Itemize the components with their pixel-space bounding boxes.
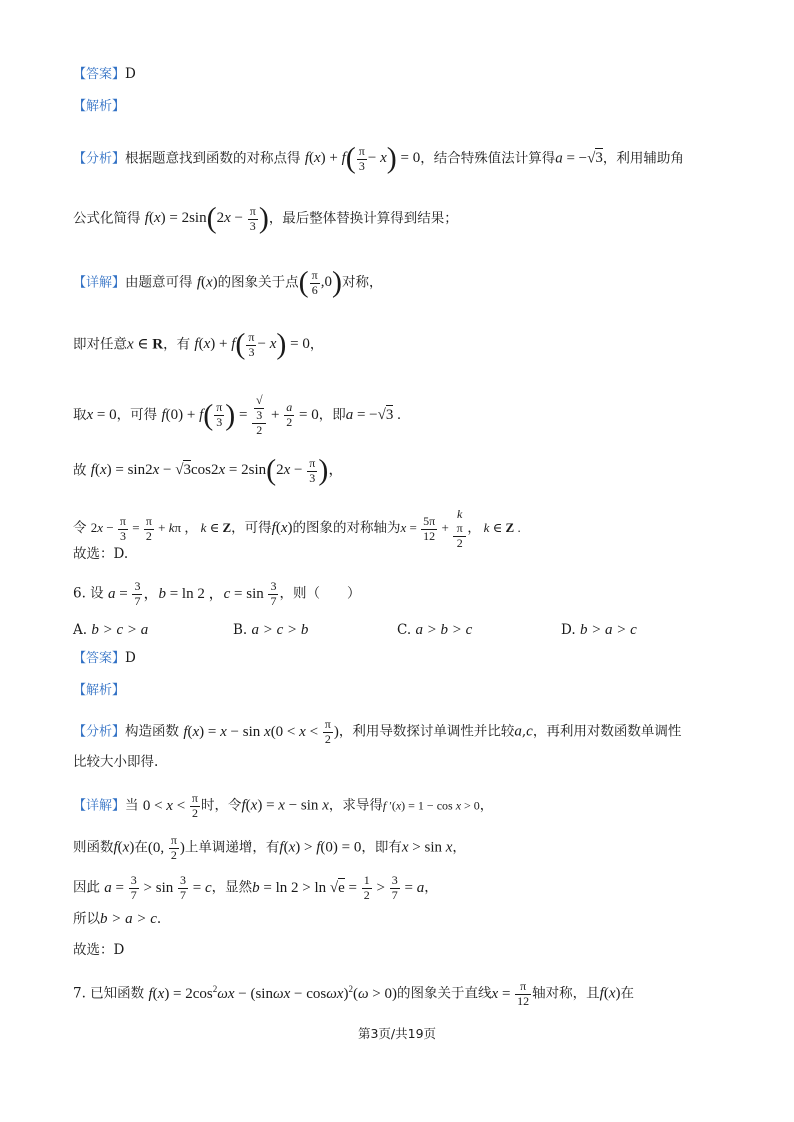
q6-answer-line: 【答案】D: [73, 650, 136, 666]
q5-detail-line1: 【详解】由题意可得 f(x)的图象关于点( $\frac{\pi}{6}$ ,0)对称，: [73, 266, 383, 299]
q6-detail-line2: 则函数f(x)在(0, $\frac{\pi}{2}$ )上单调递增，有f(x) > f(0) = 0，即有x > sin x，: [73, 833, 466, 862]
answer-line: [73, 68, 136, 82]
q6-analysis-heading: 【解析】: [73, 683, 126, 698]
q6-option-c: C. a > b > c: [397, 622, 473, 638]
q6-detail-line4: 所以b > a > c.: [73, 911, 162, 927]
q6-option-b: B. a > c > b: [233, 622, 309, 638]
page-footer: 第3页/共19页: [357, 1026, 437, 1041]
q5-fenxi-line1: 【分析】根据题意找到函数的对称点得 f(x) + f( $\frac{\pi}{3}$ − x) = 0，结合特殊值法计算得a = −√3，利用辅助角: [73, 142, 684, 175]
q5-conclusion: 故选：D.: [73, 546, 129, 562]
answer-value: D: [125, 66, 136, 82]
q6-stem: 6. 设 a = $\frac{3}{7}$ ，b = ln 2 ，c = sin $\frac{3}{7}$ ，则（ ）: [73, 579, 361, 608]
answer-tag: 【答案】: [73, 67, 126, 82]
analysis-heading: 【解析】: [73, 99, 126, 114]
q6-option-a: A. b > c > a: [73, 622, 149, 638]
q5-detail-line2: 即对任意x ∈ R，有 f(x) + f( $\frac{\pi}{3}$ − x) = 0，: [73, 328, 324, 361]
q5-detail-line4: 故 f(x) = sin2x − √3cos2x = 2sin(2x − $\frac{\pi}{3}$ )，: [73, 454, 344, 487]
q6-detail-line1: 【详解】当 0 < x < $\frac{\pi}{2}$ 时，令f(x) = x − sin x，求导得f ′(x) = 1 − cos x > 0，: [73, 791, 494, 820]
q5-fenxi-line2: 公式化简得 f(x) = 2sin(2x − $\frac{\pi}{3}$ )，最后整体替换计算得到结果；: [73, 202, 458, 235]
q6-fenxi-line1: 【分析】构造函数 f(x) = x − sin x(0 < x < $\frac{\pi}{2}$ )，利用导数探讨单调性并比较a,c，再利用对数函数单调性: [73, 717, 682, 746]
q6-option-d: D. b > a > c: [561, 622, 637, 638]
q6-conclusion: 故选：D: [73, 942, 125, 958]
q6-detail-line3: 因此 a = $\frac{3}{7}$ > sin $\frac{3}{7}$ = c，显然b = ln 2 > ln √e = $\frac{1}{2}$ > $\frac{3}{7}$ = a，: [73, 873, 438, 902]
q5-detail-line3: 取x = 0，可得 f(0) + f( $\frac{\pi}{3}$ ) = √ 3 2 + $\frac{a}{2}$ = 0，即a = −√3 .: [73, 393, 401, 437]
q7-stem: 7. 已知函数 $f(x) = 2\cos^2\omega x - (\sin\omega x - \cos\omega x)^2(\omega > 0)$的图象关于直线x = $\frac{\pi}{12}$ 轴对称，且f(x)在: [73, 979, 634, 1008]
q5-detail-line5: 令 2x − $\frac{\pi}{3}$ = $\frac{\pi}{2}$ + kπ ， k ∈ Z，可得f(x)的图象的对称轴为x = $\frac{5\pi}{12}$ + k π 2 ， k ∈ Z .: [73, 507, 521, 550]
q6-fenxi-line2: 比较大小即得.: [73, 754, 159, 770]
